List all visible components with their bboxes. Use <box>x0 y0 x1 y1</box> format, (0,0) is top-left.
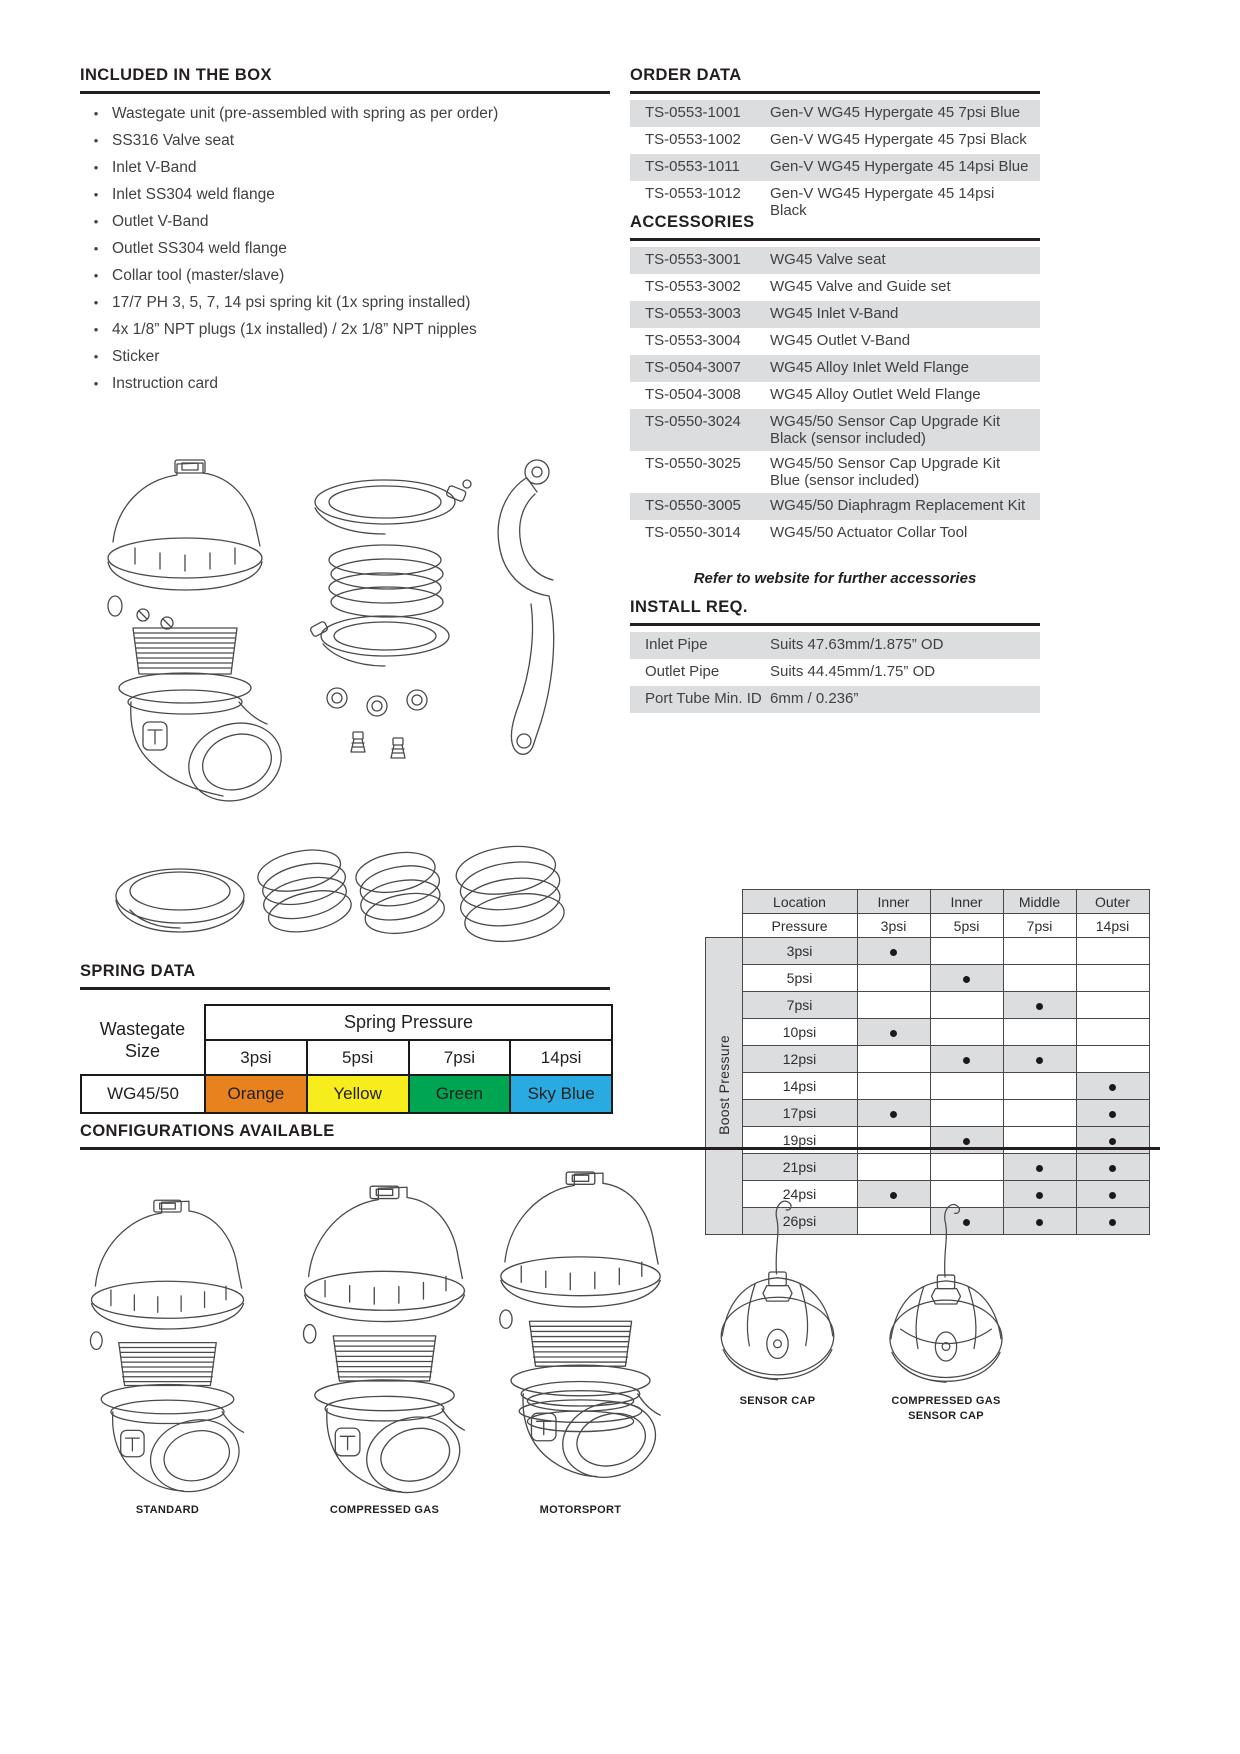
motorsport-configuration-drawing <box>478 1168 683 1500</box>
list-item-text: Sticker <box>112 348 160 365</box>
row-value: Suits 47.63mm/1.875” OD <box>770 636 944 653</box>
matrix-row-label: 10psi <box>742 1019 857 1046</box>
matrix-row-label: 19psi <box>742 1127 857 1154</box>
matrix-data-row <box>706 992 1150 1019</box>
matrix-empty-cell <box>857 965 930 992</box>
spring-data-title: SPRING DATA <box>80 962 610 990</box>
included-in-the-box-list <box>80 100 610 397</box>
matrix-ghost-cell <box>706 914 743 938</box>
dot-marker <box>890 1030 897 1037</box>
bullet-glyph: • <box>93 295 99 310</box>
row-key: TS-0504-3008 <box>645 386 741 403</box>
spring-color-cell: Orange <box>205 1075 307 1113</box>
dot-marker <box>1036 1165 1043 1172</box>
row-value: Gen-V WG45 Hypergate 45 7psi Blue <box>770 104 1021 121</box>
list-item-text: Outlet V-Band <box>112 213 209 230</box>
matrix-dot-cell <box>930 965 1003 992</box>
row-key: Inlet Pipe <box>645 636 708 653</box>
exploded-parts-drawing <box>80 400 610 1000</box>
bullet-glyph: • <box>93 133 99 148</box>
standard-caption: STANDARD <box>135 1504 200 1516</box>
matrix-header-cell: Middle <box>1003 890 1076 914</box>
compressed-gas-configuration-drawing <box>282 1182 487 1500</box>
list-item <box>80 316 610 343</box>
list-item <box>80 370 610 397</box>
row-value: WG45 Outlet V-Band <box>770 332 911 349</box>
matrix-ghost-cell <box>706 890 743 914</box>
matrix-header-row <box>706 890 1150 914</box>
list-item-text: SS316 Valve seat <box>112 132 235 149</box>
row-key: TS-0550-3025 <box>645 455 741 472</box>
row-value: Suits 44.45mm/1.75” OD <box>770 663 936 680</box>
dot-marker <box>1036 1003 1043 1010</box>
matrix-dot-cell <box>1076 1154 1149 1181</box>
bullet-glyph: • <box>93 349 99 364</box>
row-key: TS-0553-3001 <box>645 251 741 268</box>
row-key: TS-0553-1011 <box>645 158 740 175</box>
matrix-empty-cell <box>1003 965 1076 992</box>
spring-color-cell: Yellow <box>307 1075 409 1113</box>
matrix-data-row <box>706 1154 1150 1181</box>
sensor-cap-drawing <box>695 1188 860 1388</box>
table-row <box>630 154 1040 181</box>
matrix-empty-cell <box>1003 1019 1076 1046</box>
spring-psi-cell: 7psi <box>409 1040 511 1075</box>
dot-marker <box>1036 1057 1043 1064</box>
matrix-row-label: 26psi <box>742 1208 857 1235</box>
list-item-text: Collar tool (master/slave) <box>112 267 285 284</box>
list-item <box>80 154 610 181</box>
list-item-text: Wastegate unit (pre-assembled with spring as per order) <box>112 105 499 122</box>
spring-psi-cell: 14psi <box>510 1040 612 1075</box>
list-item-text: Outlet SS304 weld flange <box>112 240 287 257</box>
bullet-glyph: • <box>93 376 99 391</box>
sensor-cap-caption: SENSOR CAP <box>739 1395 816 1407</box>
table-row <box>630 632 1040 659</box>
matrix-empty-cell <box>1003 1073 1076 1100</box>
list-item <box>80 100 610 127</box>
matrix-row-label: 12psi <box>742 1046 857 1073</box>
matrix-header-cell: Inner <box>930 890 1003 914</box>
bullet-glyph: • <box>93 241 99 256</box>
row-value: Gen-V WG45 Hypergate 45 14psi Black <box>770 185 995 219</box>
dot-marker <box>1109 1111 1116 1118</box>
matrix-dot-cell <box>1003 1154 1076 1181</box>
install-req-title: INSTALL REQ. <box>630 598 1040 626</box>
table-row <box>630 493 1040 520</box>
list-item-text: Inlet SS304 weld flange <box>112 186 275 203</box>
spring-pressure-header: Spring Pressure <box>205 1005 612 1040</box>
dot-marker <box>1109 1165 1116 1172</box>
matrix-row-label: 7psi <box>742 992 857 1019</box>
matrix-empty-cell <box>1076 992 1149 1019</box>
matrix-data-row <box>706 1046 1150 1073</box>
matrix-empty-cell <box>930 1073 1003 1100</box>
table-row <box>630 659 1040 686</box>
compressed-gas-sensor-cap-drawing <box>862 1192 1030 1390</box>
compressed-gas-sensor-cap-caption: COMPRESSED GAS SENSOR CAP <box>891 1395 1001 1422</box>
dot-marker <box>963 976 970 983</box>
matrix-row-label: 24psi <box>742 1181 857 1208</box>
row-key: TS-0550-3005 <box>645 497 741 514</box>
boost-pressure-label-text: Boost Pressure <box>715 1034 732 1135</box>
row-value: WG45 Alloy Outlet Weld Flange <box>770 386 981 403</box>
table-row <box>630 100 1040 127</box>
row-value: Gen-V WG45 Hypergate 45 7psi Black <box>770 131 1027 148</box>
list-item <box>80 235 610 262</box>
row-value: WG45 Inlet V-Band <box>770 305 899 322</box>
list-item <box>80 262 610 289</box>
row-value: WG45/50 Sensor Cap Upgrade Kit Blue (sensor included) <box>770 455 1001 489</box>
table-row <box>630 301 1040 328</box>
matrix-empty-cell <box>930 1019 1003 1046</box>
order-data-title: ORDER DATA <box>630 66 1040 94</box>
bullet-glyph: • <box>93 160 99 175</box>
list-item-text: Inlet V-Band <box>112 159 197 176</box>
matrix-header-cell: Pressure <box>742 914 857 938</box>
row-value: WG45 Valve and Guide set <box>770 278 951 295</box>
table-row <box>630 355 1040 382</box>
list-item-text: 4x 1/8” NPT plugs (1x installed) / 2x 1/8” NPT nipples <box>112 321 477 338</box>
configurations-title: CONFIGURATIONS AVAILABLE <box>80 1122 1160 1150</box>
accessories-table <box>630 247 1040 547</box>
table-row <box>630 686 1040 713</box>
matrix-row-label: 5psi <box>742 965 857 992</box>
row-key: TS-0550-3014 <box>645 524 741 541</box>
install-req-table <box>630 632 1040 713</box>
spring-psi-cell: 5psi <box>307 1040 409 1075</box>
matrix-row-label: 3psi <box>742 938 857 965</box>
table-row <box>630 274 1040 301</box>
list-item-text: 17/7 PH 3, 5, 7, 14 psi spring kit (1x spring installed) <box>112 294 471 311</box>
row-key: Port Tube Min. ID <box>645 690 762 707</box>
matrix-header-cell: Location <box>742 890 857 914</box>
matrix-dot-cell <box>1076 1073 1149 1100</box>
table-row <box>630 451 1040 493</box>
matrix-empty-cell <box>1076 1046 1149 1073</box>
table-row <box>630 520 1040 547</box>
dot-marker <box>1036 1219 1043 1226</box>
matrix-empty-cell <box>930 938 1003 965</box>
matrix-data-row <box>706 1019 1150 1046</box>
matrix-header-cell: 3psi <box>857 914 930 938</box>
list-item <box>80 208 610 235</box>
matrix-data-row <box>706 938 1150 965</box>
matrix-empty-cell <box>930 1154 1003 1181</box>
matrix-empty-cell <box>857 1046 930 1073</box>
list-item <box>80 289 610 316</box>
wastegate-size-cell: WG45/50 <box>81 1075 205 1113</box>
matrix-header-cell: Inner <box>857 890 930 914</box>
dot-marker <box>890 949 897 956</box>
spring-table-corner-label: Wastegate Size <box>99 1018 186 1061</box>
row-value: WG45/50 Diaphragm Replacement Kit <box>770 497 1026 514</box>
bullet-glyph: • <box>93 106 99 121</box>
dot-marker <box>1109 1084 1116 1091</box>
matrix-empty-cell <box>1076 965 1149 992</box>
matrix-empty-cell <box>1076 1019 1149 1046</box>
bullet-glyph: • <box>93 268 99 283</box>
matrix-header-row <box>706 914 1150 938</box>
compressed-gas-caption: COMPRESSED GAS <box>329 1504 440 1516</box>
matrix-empty-cell <box>1003 938 1076 965</box>
table-row <box>630 409 1040 451</box>
list-item <box>80 343 610 370</box>
matrix-empty-cell <box>930 992 1003 1019</box>
row-key: TS-0553-3002 <box>645 278 741 295</box>
accessories-title: ACCESSORIES <box>630 213 1040 241</box>
spring-data-table <box>80 1004 613 1114</box>
list-item-text: Instruction card <box>112 375 218 392</box>
row-key: TS-0553-1002 <box>645 131 741 148</box>
bullet-glyph: • <box>93 214 99 229</box>
matrix-dot-cell <box>1003 1046 1076 1073</box>
row-value: WG45/50 Actuator Collar Tool <box>770 524 968 541</box>
matrix-row-label: 21psi <box>742 1154 857 1181</box>
included-in-the-box-title: INCLUDED IN THE BOX <box>80 66 610 94</box>
row-key: TS-0504-3007 <box>645 359 741 376</box>
spring-color-cell: Green <box>409 1075 511 1113</box>
matrix-empty-cell <box>1076 938 1149 965</box>
table-row <box>630 127 1040 154</box>
dot-marker <box>1109 1219 1116 1226</box>
matrix-data-row <box>706 965 1150 992</box>
row-value: WG45 Alloy Inlet Weld Flange <box>770 359 969 376</box>
standard-configuration-drawing <box>70 1195 265 1500</box>
bullet-glyph: • <box>93 322 99 337</box>
dot-marker <box>1109 1192 1116 1199</box>
row-key: TS-0553-3004 <box>645 332 741 349</box>
dot-marker <box>963 1057 970 1064</box>
table-row <box>630 328 1040 355</box>
dot-marker <box>890 1111 897 1118</box>
spring-psi-cell: 3psi <box>205 1040 307 1075</box>
table-row <box>630 247 1040 274</box>
boost-pressure-matrix <box>705 889 1150 1235</box>
matrix-empty-cell <box>857 1154 930 1181</box>
motorsport-caption: MOTORSPORT <box>539 1504 622 1516</box>
spring-color-cell: Sky Blue <box>510 1075 612 1113</box>
table-row <box>630 382 1040 409</box>
accessories-note: Refer to website for further accessories <box>693 570 977 587</box>
matrix-dot-cell <box>1003 992 1076 1019</box>
matrix-header-cell: 7psi <box>1003 914 1076 938</box>
matrix-header-cell: Outer <box>1076 890 1149 914</box>
matrix-empty-cell <box>857 992 930 1019</box>
row-value: WG45 Valve seat <box>770 251 886 268</box>
matrix-dot-cell <box>1076 1181 1149 1208</box>
row-key: TS-0550-3024 <box>645 413 741 430</box>
order-data-table <box>630 100 1040 223</box>
matrix-data-row <box>706 1073 1150 1100</box>
row-value: WG45/50 Sensor Cap Upgrade Kit Black (sensor included) <box>770 413 1001 447</box>
matrix-dot-cell <box>857 938 930 965</box>
bullet-glyph: • <box>93 187 99 202</box>
row-value: 6mm / 0.236” <box>770 690 859 707</box>
list-item <box>80 127 610 154</box>
spring-color-row <box>81 1075 612 1113</box>
matrix-header-cell: 5psi <box>930 914 1003 938</box>
list-item <box>80 181 610 208</box>
matrix-row-label: 17psi <box>742 1100 857 1127</box>
row-key: TS-0553-1012 <box>645 185 741 202</box>
dot-marker <box>1036 1192 1043 1199</box>
matrix-dot-cell <box>1076 1208 1149 1235</box>
row-key: Outlet Pipe <box>645 663 720 680</box>
matrix-empty-cell <box>857 1073 930 1100</box>
matrix-dot-cell <box>930 1046 1003 1073</box>
matrix-dot-cell <box>857 1019 930 1046</box>
row-key: TS-0553-1001 <box>645 104 741 121</box>
matrix-header-cell: 14psi <box>1076 914 1149 938</box>
matrix-row-label: 14psi <box>742 1073 857 1100</box>
row-value: Gen-V WG45 Hypergate 45 14psi Blue <box>770 158 1029 175</box>
row-key: TS-0553-3003 <box>645 305 741 322</box>
